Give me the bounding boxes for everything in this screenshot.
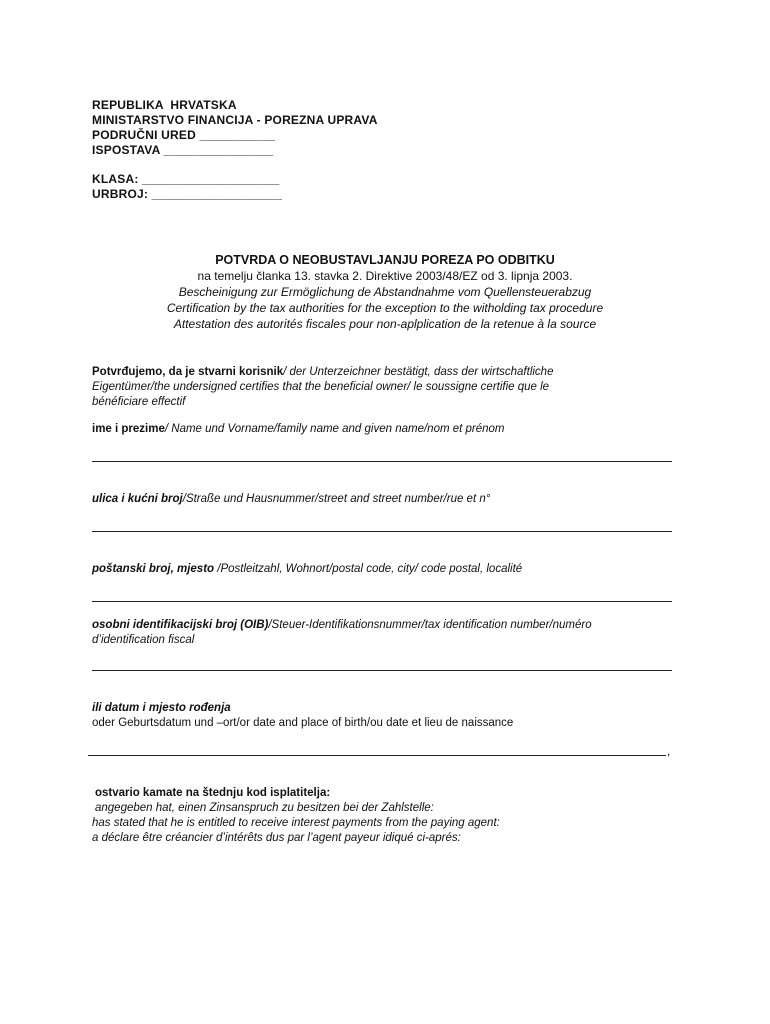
street-field-label — [92, 492, 682, 507]
birth-label-bold: ili datum i mjesto rođenja — [92, 702, 231, 714]
interest-french: a déclare être créancier d’intérêts dus par l’agent payeur idiqué ci-aprés: — [92, 832, 461, 844]
urbroj-line: URBROJ: ___________________ — [92, 187, 283, 201]
confirmation-bold: Potvrđujemo, da je stvarni korisnik — [92, 366, 284, 378]
name-entry-line[interactable] — [92, 461, 672, 462]
interest-bold: ostvario kamate na štednju kod isplatitelja: — [95, 787, 331, 799]
oib-entry-line[interactable] — [92, 670, 672, 671]
legal-basis: na temelju članka 13. stavka 2. Direktive 2003/48/EZ od 3. lipnja 2003. — [197, 269, 573, 283]
name-label-rest: / Name und Vorname/family name and given name/nom et prénom — [164, 423, 505, 435]
birth-line-comma: , — [667, 744, 671, 758]
birth-label-line2: oder Geburtsdatum und –ort/or date and place of birth/ou date et lieu de naissance — [92, 717, 514, 729]
postal-label-rest: /Postleitzahl, Wohnort/postal code, city/ code postal, localité — [214, 563, 523, 575]
oib-label-bold: osobni identifikacijski broj (OIB) — [92, 619, 269, 631]
confirmation-line2: Eigentümer/the undersigned certifies that the beneficial owner/ le soussigne certifie que le — [92, 381, 550, 393]
title-german: Bescheinigung zur Ermöglichung de Abstandnahme vom Quellensteuerabzug — [178, 285, 592, 299]
regional-office-line: PODRUČNI URED ___________ — [92, 128, 276, 142]
oib-field-label — [92, 618, 682, 648]
postal-label-bold: poštanski broj, mjesto — [92, 563, 215, 575]
confirmation-paragraph — [92, 365, 682, 410]
birth-field-label — [92, 701, 682, 731]
street-label-rest: /Straße und Hausnummer/street and street number/rue et n° — [182, 493, 491, 505]
oib-label-rest: /Steuer-Identifikationsnummer/tax identification number/numéro — [268, 619, 592, 631]
ministry-line: MINISTARSTVO FINANCIJA - POREZNA UPRAVA — [92, 113, 378, 127]
interest-german: angegeben hat, einen Zinsanspruch zu besitzen bei der Zahlstelle: — [95, 802, 434, 814]
street-label-bold: ulica i kućni broj — [92, 493, 183, 505]
document-header — [92, 98, 378, 202]
title-english: Certification by the tax authorities for the exception to the witholding tax procedure — [166, 301, 604, 315]
confirmation-line1: / der Unterzeichner bestätigt, dass der wirtschaftliche — [283, 366, 554, 378]
postal-field-label — [92, 562, 682, 577]
country-line: REPUBLIKA HRVATSKA — [92, 98, 237, 112]
klasa-line: KLASA: ____________________ — [92, 172, 280, 186]
document-title: POTVRDA O NEOBUSTAVLJANJU POREZA PO ODBITKU — [215, 253, 555, 267]
name-field-label — [92, 422, 682, 437]
street-entry-line[interactable] — [92, 531, 672, 532]
interest-paragraph — [92, 786, 682, 846]
postal-entry-line[interactable] — [92, 601, 672, 602]
branch-office-line: ISPOSTAVA ________________ — [92, 143, 274, 157]
oib-label-line2: d’identification fiscal — [92, 634, 195, 646]
confirmation-line3: bénéficiare effectif — [92, 396, 186, 408]
birth-entry-line[interactable] — [88, 755, 666, 756]
name-label-bold: ime i prezime — [92, 423, 165, 435]
interest-english: has stated that he is entitled to receive interest payments from the paying agent: — [92, 817, 500, 829]
document-title-block — [80, 252, 690, 332]
title-french: Attestation des autorités fiscales pour non-aplplication de la retenue à la source — [173, 317, 597, 331]
